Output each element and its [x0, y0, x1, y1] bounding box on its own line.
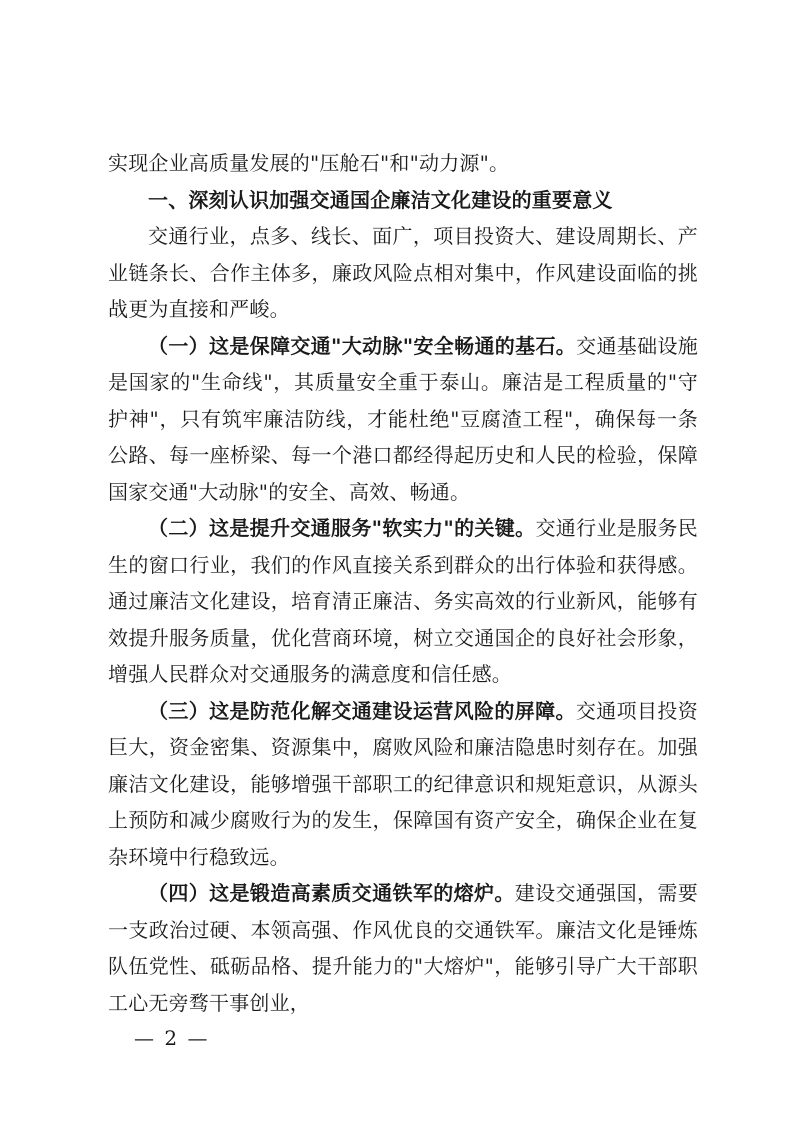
point-body-2: 交通行业是服务民生的窗口行业，我们的作风直接关系到群众的出行体验和获得感。通过廉洁文化建设，培育清正廉洁、务实高效的行业新风，能够有效提升服务质量，优化营商环境，树立交通国企的良好社会形象，增强人民群众对交通服务的满意度和信任感。 [108, 516, 698, 686]
continuation-paragraph: 实现企业高质量发展的"压舱石"和"动力源"。 [108, 151, 510, 175]
point-lead-3: （三）这是防范化解交通建设运营风险的屏障。 [148, 698, 576, 723]
point-paragraph-2 [108, 510, 698, 693]
intro-paragraph: 交通行业，点多、线长、面广，项目投资大、建设周期长、产业链条长、合作主体多，廉政风险点相对集中，作风建设面临的挑战更为直接和严峻。 [108, 224, 698, 321]
document-body [108, 145, 698, 1021]
point-lead-2: （二）这是提升交通服务"软实力"的关键。 [148, 516, 536, 540]
section-heading: 一、深刻认识加强交通国企廉洁文化建设的重要意义 [148, 187, 613, 212]
point-paragraph-3 [108, 693, 698, 876]
point-paragraph-4 [108, 875, 698, 1021]
point-body-3: 交通项目投资巨大，资金密集、资源集中，腐败风险和廉洁隐患时刻存在。加强廉洁文化建设，能够增强干部职工的纪律意识和规矩意识，从源头上预防和减少腐败行为的发生，保障国有资产安全，确保企业在复杂环境中行稳致远。 [108, 698, 699, 869]
point-body-4: 建设交通强国，需要一支政治过硬、本领高强、作风优良的交通铁军。廉洁文化是锤炼队伍党性、砥砺品格、提升能力的"大熔炉"，能够引导广大干部职工心无旁骛干事创业， [108, 881, 698, 1015]
point-lead-4: （四）这是锻造高素质交通铁军的熔炉。 [148, 881, 515, 905]
point-lead-1: （一）这是保障交通"大动脉"安全畅通的基石。 [148, 333, 577, 358]
page-number: — 2 — [134, 1026, 210, 1050]
point-paragraph-1 [108, 328, 698, 511]
point-body-1: 交通基础设施是国家的"生命线"，其质量安全重于泰山。廉洁是工程质量的"守护神"，只有筑牢廉洁防线，才能杜绝"豆腐渣工程"，确保每一条公路、每一座桥梁、每一个港口都经得起历史和人民的检验，保障国家交通"大动脉"的安全、高效、畅通。 [108, 333, 698, 504]
